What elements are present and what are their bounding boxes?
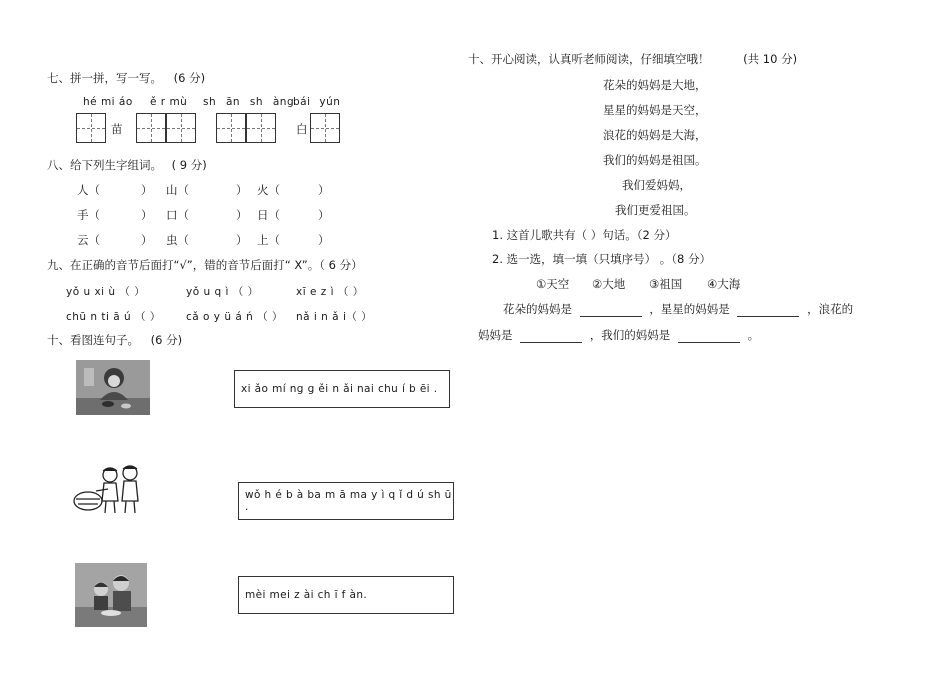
poem-line-3: 浪花的妈妈是大海，	[603, 128, 707, 142]
poem-line-1: 花朵的妈妈是大地，	[603, 78, 707, 92]
q8-item-close: ）	[318, 183, 330, 197]
q8-heading	[47, 157, 207, 173]
option-3: ③祖国	[649, 277, 683, 291]
writing-grid[interactable]	[136, 113, 166, 143]
q7-given-char-2: 白	[296, 122, 308, 136]
q8-title: 八、给下列生字组词。	[47, 158, 162, 172]
q8-item-close: ）	[236, 183, 248, 197]
poem-line-2: 星星的妈妈是天空，	[603, 103, 707, 117]
fill-blank[interactable]	[678, 342, 740, 343]
poem-line-5: 我们爱妈妈，	[622, 178, 691, 192]
girl-serving-cup-picture	[76, 360, 150, 415]
writing-grid[interactable]	[246, 113, 276, 143]
fill-line-1	[503, 301, 853, 317]
q7-score: (6 分)	[173, 71, 206, 85]
fill-text: 花朵的妈妈是	[503, 302, 572, 316]
sentence-box-1[interactable]	[234, 370, 450, 408]
fill-blank[interactable]	[520, 342, 582, 343]
sentence-box-3[interactable]	[238, 576, 454, 614]
fill-line-2	[478, 327, 759, 343]
fill-text: ，浪花的	[807, 302, 854, 316]
q8-item-open: 日（	[257, 208, 280, 222]
fill-text: ，我们的妈妈是	[589, 328, 671, 342]
q9-item-6: nǎ i n ǎ i（ ）	[296, 311, 373, 323]
q8-item-open: 手（	[77, 208, 100, 222]
q10-left-title: 十、看图连句子。	[47, 333, 139, 347]
q8-item-close: ）	[141, 233, 153, 247]
q10-left-score: (6 分)	[150, 333, 183, 347]
poem-line-4: 我们的妈妈是祖国。	[603, 153, 707, 167]
q7-pinyin-1: hé mi áo	[83, 96, 133, 108]
q10-right-score: (共 10 分)	[743, 52, 798, 66]
children-reading-picture	[70, 463, 146, 517]
girl-eating-picture	[75, 563, 147, 627]
q7-title: 七、拼一拼，写一写。	[47, 71, 162, 85]
q9-item-5: cǎ o y ü á ń （ ）	[186, 311, 283, 323]
option-1: ①天空	[536, 277, 570, 291]
writing-grid[interactable]	[310, 113, 340, 143]
q8-score: ( 9 分)	[171, 158, 207, 172]
q9-item-3: xī e z ì （ ）	[296, 286, 364, 298]
fill-text: 妈妈是	[478, 328, 513, 342]
fill-text: ，星星的妈妈是	[649, 302, 730, 316]
q8-item-close: ）	[141, 183, 153, 197]
fill-blank[interactable]	[737, 316, 799, 317]
q8-item-close: ）	[318, 208, 330, 222]
poem-line-6: 我们更爱祖国。	[615, 203, 696, 217]
q8-item-open: 火（	[257, 183, 280, 197]
q7-pinyin-2: ě r mù	[150, 96, 188, 108]
q8-item-open: 人（	[77, 183, 100, 197]
q7-given-char-1: 苗	[111, 122, 123, 136]
reading-question-2: 2. 选一选，填一填（只填序号） 。（8 分）	[492, 252, 712, 266]
fill-blank[interactable]	[580, 316, 642, 317]
writing-grid[interactable]	[216, 113, 246, 143]
sentence-2: wǒ h é b à ba m ā ma y ì q ǐ d ú sh ū .	[245, 489, 452, 513]
q8-item-close: ）	[141, 208, 153, 222]
writing-grid[interactable]	[76, 113, 106, 143]
writing-grid[interactable]	[166, 113, 196, 143]
q8-item-close: ）	[318, 233, 330, 247]
q10-right-title: 十、开心阅读，认真听老师阅读，仔细填空哦！	[468, 52, 710, 66]
q8-item-open: 口（	[166, 208, 189, 222]
q9-title: 九、在正确的音节后面打“√”，错的音节后面打“ X”。（ 6 分）	[47, 258, 363, 272]
q8-item-open: 云（	[77, 233, 100, 247]
option-2: ②大地	[592, 277, 626, 291]
fill-text: 。	[747, 328, 760, 342]
q7-pinyin-4: bái yún	[293, 96, 341, 108]
sentence-3: mèi mei z ài ch ī f àn.	[245, 589, 368, 601]
q9-item-1: yǒ u xi ù （ ）	[66, 286, 146, 298]
reading-question-1: 1. 这首儿歌共有（ ）句话。（2 分）	[492, 228, 677, 242]
q7-pinyin-3: sh ān sh àng	[203, 96, 295, 108]
q9-item-4: chū n ti ā ú （ ）	[66, 311, 161, 323]
sentence-box-2[interactable]	[238, 482, 454, 520]
sentence-1: xi ǎo mí ng g ěi n ǎi nai chu í b ēi .	[241, 383, 438, 395]
q8-item-open: 虫（	[166, 233, 189, 247]
q8-item-close: ）	[236, 208, 248, 222]
q7-heading	[47, 70, 205, 86]
q10-right-heading	[468, 51, 797, 67]
q8-item-close: ）	[236, 233, 248, 247]
q8-item-open: 山（	[166, 183, 189, 197]
q9-item-2: yǒ u q ì （ ）	[186, 286, 259, 298]
q10-left-heading	[47, 332, 182, 348]
option-4: ④大海	[707, 277, 741, 291]
q8-item-open: 上（	[257, 233, 280, 247]
